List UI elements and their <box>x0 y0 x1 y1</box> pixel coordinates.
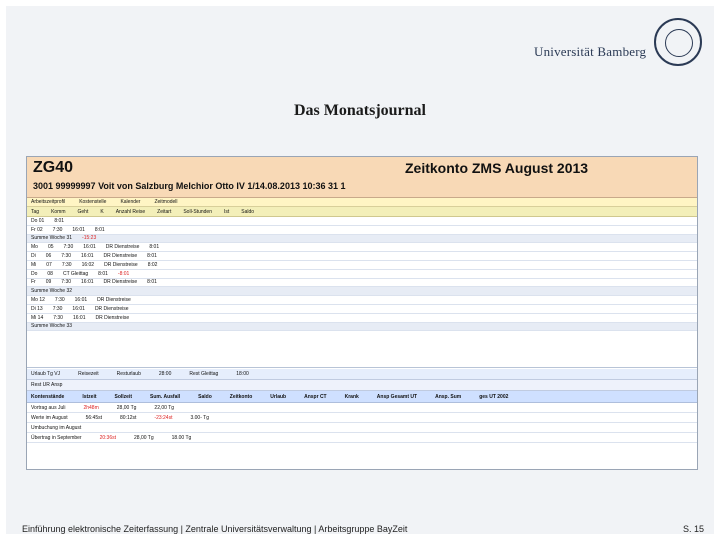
university-seal-icon <box>654 18 702 66</box>
week-summary <box>27 235 697 244</box>
table-row: Fr 09 7:30 16:01 DR Dienstreise 8:01 <box>27 279 697 288</box>
resturlaub-value: 28:00 <box>158 371 172 377</box>
stats-row: Werte im August 56:45st 80:12st -23:24st 3.00- Tg <box>27 413 697 423</box>
monatsjournal-table <box>26 156 698 470</box>
footer-text: Einführung elektronische Zeiterfassung | Zentrale Universitätsverwaltung | Arbeitsgruppe BayZeit <box>22 524 408 534</box>
table-row: Mo 12 7:30 16:01 DR Dienstreise <box>27 296 697 305</box>
journal-header-band <box>27 157 697 198</box>
zg-code: ZG40 <box>33 159 74 176</box>
statistics-area <box>27 369 697 465</box>
week-label: Summe Woche 31 <box>31 235 73 242</box>
stats-row: Vortrag aus Juli 2h48m 28,00 Tg 22,00 Tg <box>27 403 697 413</box>
resturlaub-label: Resturlaub <box>116 371 141 377</box>
zeitkonto-title: Zeitkonto ZMS August 2013 <box>405 160 589 176</box>
table-row: Mi 14 7:30 16:01 DR Dienstreise <box>27 314 697 323</box>
reisezeit-label: Reisezeit <box>78 371 99 377</box>
header <box>6 6 714 86</box>
page-number: S. 15 <box>682 524 704 534</box>
rest-anspr-label: Rest UR Ansp <box>31 382 63 388</box>
week-summary: Summe Woche 33 <box>27 323 697 332</box>
journal-column-header: Tag Komm Geht K Anzahl Reise Zeitart Soll-Stunden Ist Saldo <box>27 207 697 217</box>
journal-subheader: Arbeitszeitprofil Kostenstelle Kalender Zeitmodell <box>27 198 697 207</box>
rest-band <box>27 380 697 391</box>
table-row: Di 06 7:30 16:01 DR Dienstreise 8:01 <box>27 252 697 261</box>
rest-gleittag-label: Rest Gleittag <box>189 371 219 377</box>
slide <box>6 6 714 534</box>
stats-column-header: Kontenstände Istzeit Sollzeit Sum. Ausfall Saldo Zeitkonto Urlaub Anspr CT Krank Ansp Gesamt UT Ansp. Sum ges UT 2002 <box>27 391 697 403</box>
table-row: Do 08 CT Gleittag 8:01 -8:01 <box>27 270 697 279</box>
urlaub-band <box>27 369 697 380</box>
table-row: Di 13 7:30 16:01 DR Dienstreise <box>27 305 697 314</box>
stats-row: Umbuchung im August <box>27 423 697 433</box>
table-row: Fr 02 7:30 16:01 8:01 <box>27 226 697 235</box>
urlaub-label: Urlaub Tg VJ <box>31 371 61 377</box>
brand-text: Universität Bamberg <box>534 44 647 59</box>
employee-id-line: 3001 99999997 Voit von Salzburg Melchior Otto IV 1/14.08.2013 10:36 31 1 <box>33 181 346 191</box>
slide-title: Das Monatsjournal <box>293 102 426 119</box>
table-row: Mo 05 7:30 16:01 DR Dienstreise 8:01 <box>27 243 697 252</box>
rest-gleittag-value: 18:00 <box>236 371 249 377</box>
week-summary: Summe Woche 32 <box>27 287 697 296</box>
table-row: Mi 07 7:30 16:02 DR Dienstreise 8:02 <box>27 261 697 270</box>
week-balance: -15:23 <box>82 235 97 242</box>
stats-row: Übertrag in September 20:36st 28,00 Tg 18.00 Tg <box>27 433 697 443</box>
table-row: Do 01 8:01 <box>27 217 697 226</box>
journal-grid <box>27 217 697 368</box>
